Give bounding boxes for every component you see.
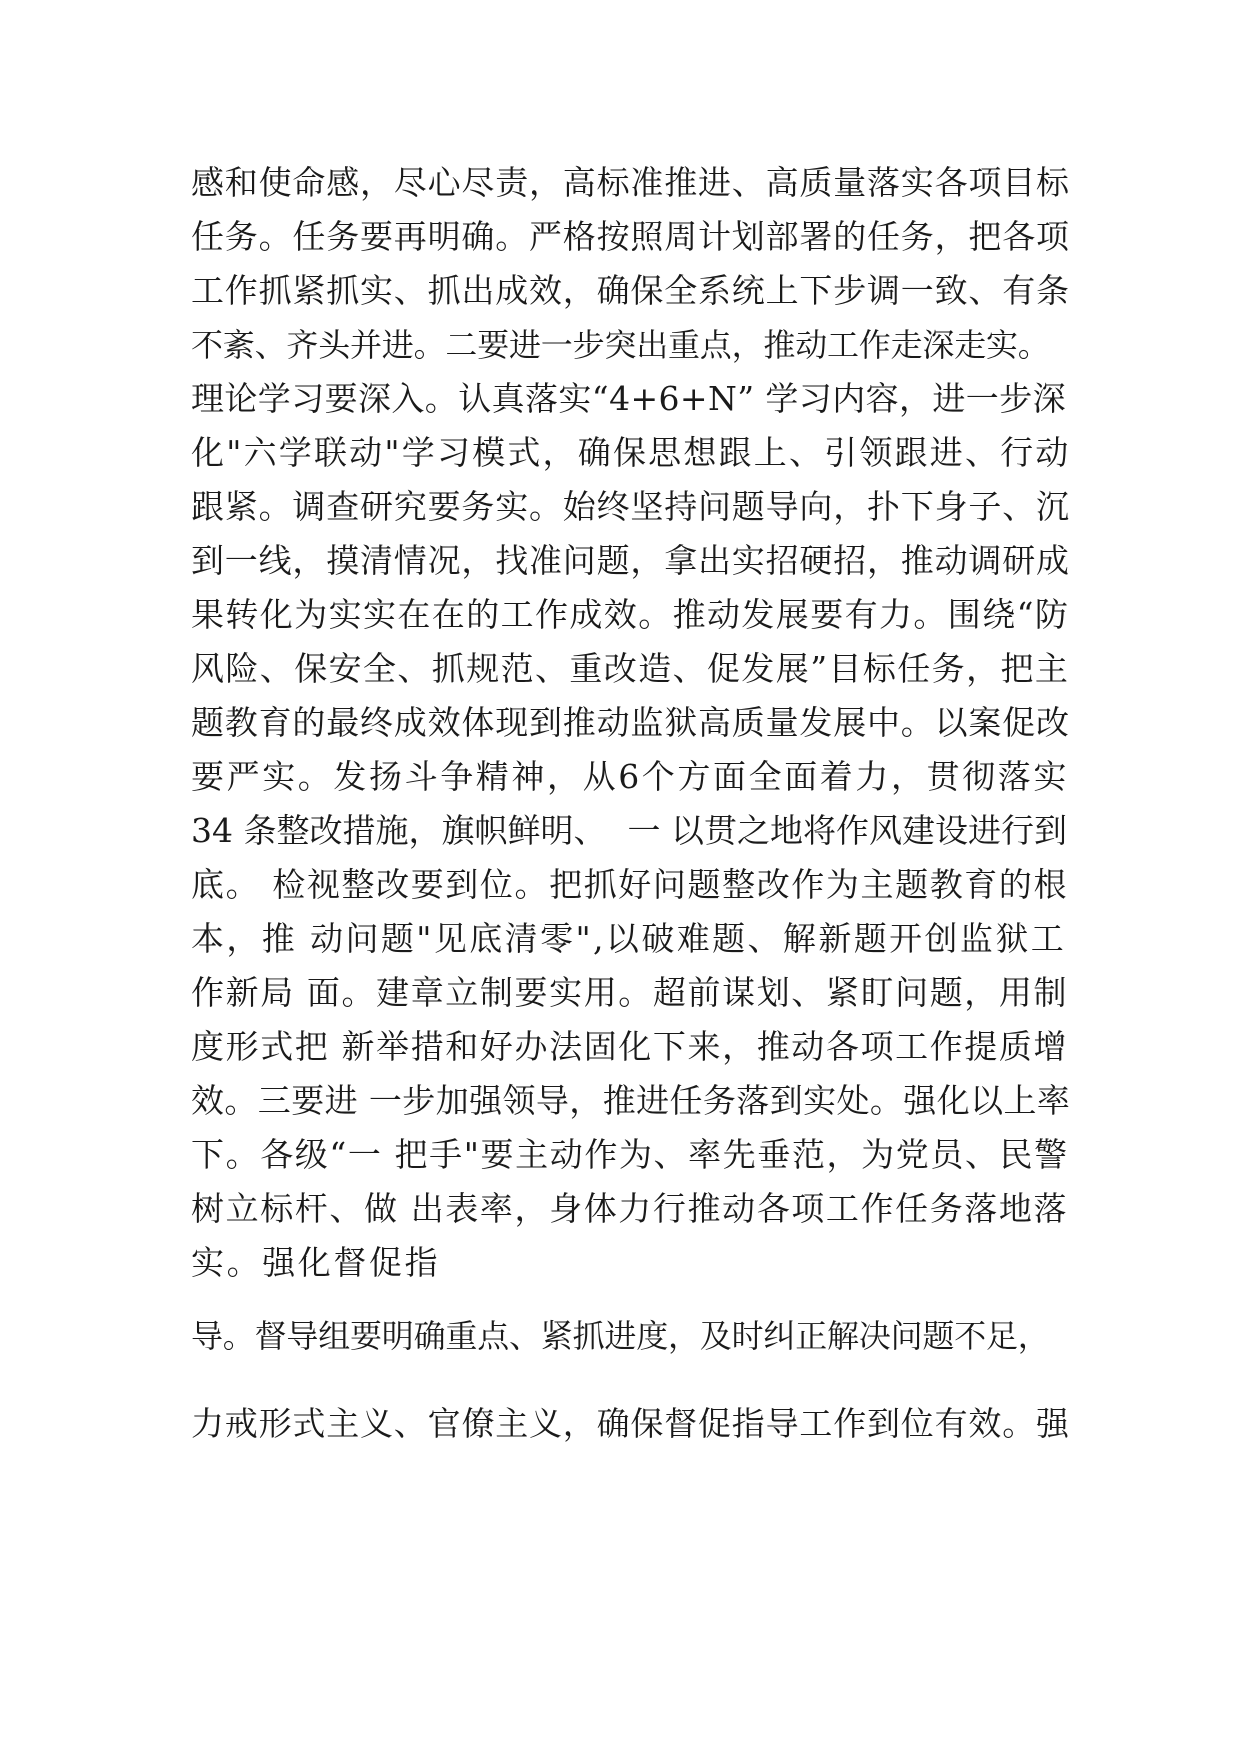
body-text-line: 工作抓紧抓实、抓出成效，确保全系统上下步调一致、有条	[191, 271, 1070, 310]
body-text-line: 风险、保安全、抓规范、重改造、促发展”目标任务，把主	[191, 649, 1070, 688]
body-text-line: 感和使命感，尽心尽责，高标准推进、高质量落实各项目标	[191, 163, 1070, 202]
body-text-line: 效。三要进 一步加强领导，推进任务落到实处。强化以上率	[191, 1081, 1071, 1120]
body-text-line: 化"六学联动"学习模式，确保思想跟上、引领跟进、行动	[191, 433, 1071, 472]
body-text-line: 任务。任务要再明确。严格按照周计划部署的任务，把各项	[191, 217, 1070, 256]
body-text-line: 34 条整改措施，旗帜鲜明、 一 以贯之地将作风建设进行到	[191, 811, 1067, 850]
body-text-line: 理论学习要深入。认真落实“4+6+N” 学习内容，进一步深	[191, 379, 1066, 418]
body-text-line: 跟紧。调查研究要务实。始终坚持问题导向，扑下身子、沉	[191, 487, 1070, 526]
body-text-line: 导。督导组要明确重点、紧抓进度，及时纠正解决问题不足，	[191, 1317, 1050, 1355]
body-text-line: 度形式把 新举措和好办法固化下来，推动各项工作提质增	[191, 1027, 1069, 1066]
body-text-line: 树立标杆、做 出表率，身体力行推动各项工作任务落地落	[191, 1189, 1069, 1228]
body-text-line: 题教育的最终成效体现到推动监狱高质量发展中。以案促改	[191, 703, 1070, 742]
body-text-line: 实。强化督促指	[191, 1243, 441, 1282]
body-text-line: 到一线，摸清情况，找准问题，拿出实招硬招，推动调研成	[191, 541, 1070, 580]
body-text-line: 果转化为实实在在的工作成效。推动发展要有力。围绕“防	[191, 595, 1070, 634]
body-text-line: 本，推 动问题"见底清零",以破难题、解新题开创监狱工	[191, 919, 1067, 958]
body-text-line: 不紊、齐头并进。二要进一步突出重点，推动工作走深走实。	[191, 326, 1050, 364]
body-text-line: 要严实。发扬斗争精神，从6个方面全面着力，贯彻落实	[191, 757, 1069, 796]
body-text-line: 下。各级“一 把手"要主动作为、率先垂范，为党员、民警	[191, 1135, 1069, 1174]
body-text-line: 作新局 面。建章立制要实用。超前谋划、紧盯问题，用制	[191, 973, 1069, 1012]
body-text-line: 力戒形式主义、官僚主义，确保督促指导工作到位有效。强	[191, 1404, 1070, 1443]
body-text-line: 底。 检视整改要到位。把抓好问题整改作为主题教育的根	[191, 865, 1069, 904]
